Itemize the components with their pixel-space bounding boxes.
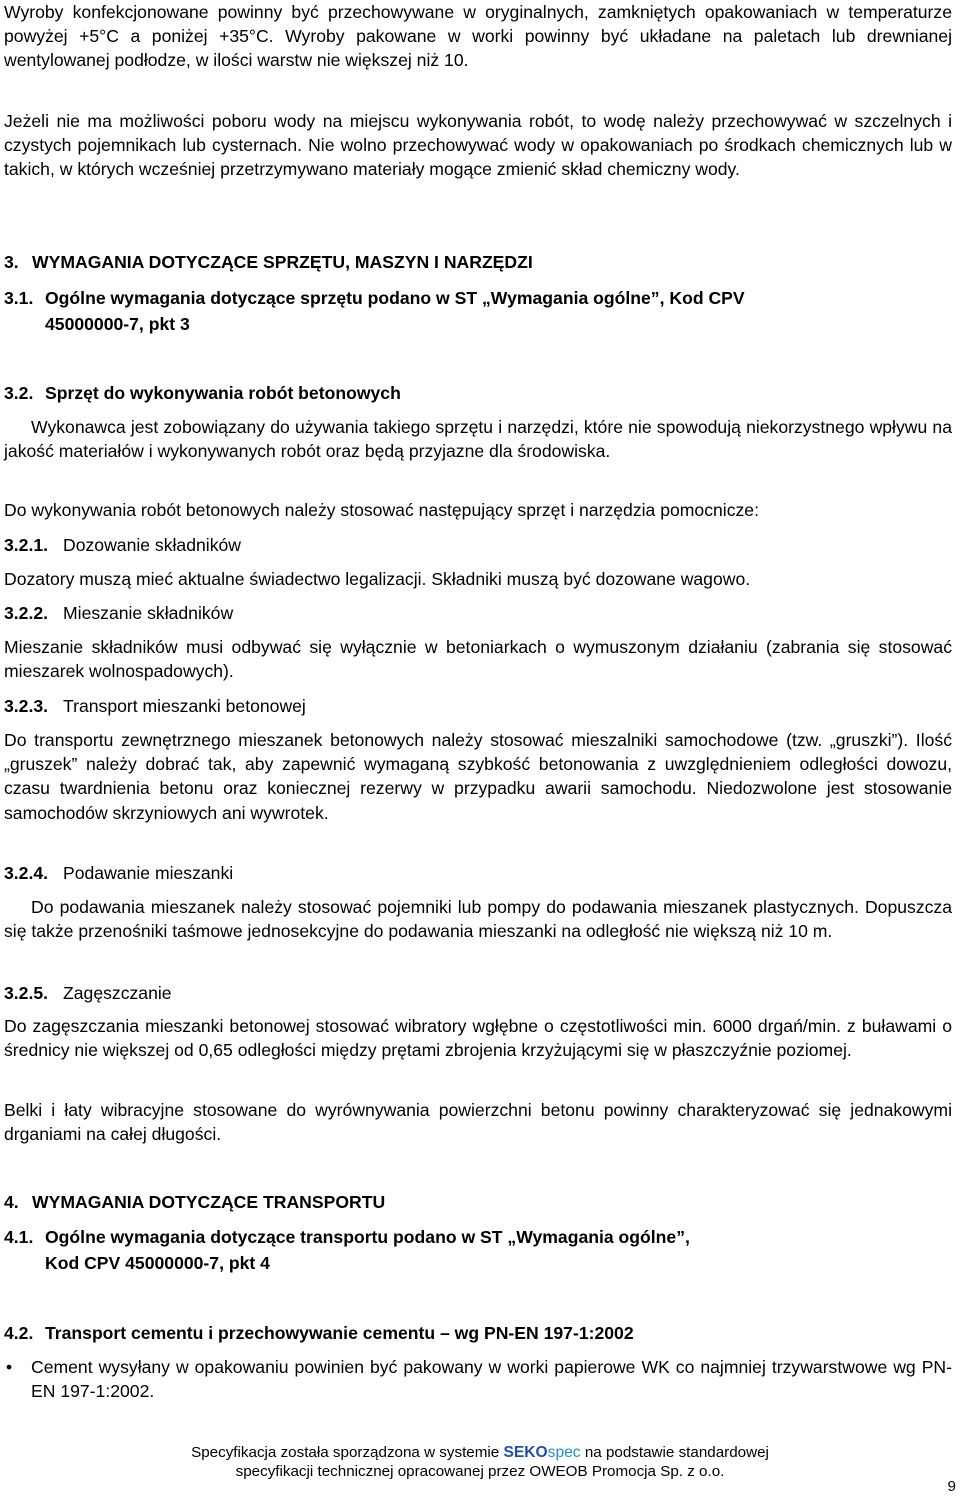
section-title: Sprzęt do wykonywania robót betonowych bbox=[45, 383, 401, 403]
paragraph-vibrating-beams: Belki i łaty wibracyjne stosowane do wyrównywania powierzchni betonu powinny charakteryzować się jednakowymi drganiami na całej długości. bbox=[4, 1100, 952, 1145]
section-title: WYMAGANIA DOTYCZĄCE SPRZĘTU, MASZYN I NARZĘDZI bbox=[32, 252, 533, 272]
paragraph-equipment-intro: Do wykonywania robót betonowych należy stosować następujący sprzęt i narzędzia pomocnicze: bbox=[4, 500, 759, 520]
footer-text: na podstawie standardowej bbox=[584, 1444, 769, 1461]
subsection-number: 3.2.2. bbox=[4, 603, 49, 623]
section-title-line1: Ogólne wymagania dotyczące sprzętu podano w ST „Wymagania ogólne”, Kod CPV bbox=[45, 288, 745, 308]
paragraph-compaction: Do zagęszczania mieszanki betonowej stosować wibratory wgłębne o częstotliwości min. 6000 drgań/min. z buławami o średnicy nie większej od 0,65 odległości między prętami zbrojenia krzyżującymi się w płaszczyźnie poziomej. bbox=[4, 1016, 952, 1061]
subsection-3-2-3-heading bbox=[4, 694, 306, 718]
section-3-2-heading bbox=[4, 381, 401, 405]
section-title-line1: Ogólne wymagania dotyczące transportu podano w ST „Wymagania ogólne”, bbox=[45, 1227, 690, 1247]
section-number: 4.2. bbox=[4, 1323, 34, 1343]
subsection-number: 3.2.1. bbox=[4, 535, 49, 555]
section-number: 4. bbox=[4, 1192, 19, 1212]
paragraph-dosing: Dozatory muszą mieć aktualne świadectwo legalizacji. Składniki muszą być dozowane wagowo. bbox=[4, 569, 751, 589]
sekospec-logo bbox=[503, 1444, 580, 1461]
bullet-icon: • bbox=[6, 1357, 13, 1377]
subsection-title: Dozowanie składników bbox=[63, 535, 241, 555]
section-3-1-heading-line2: 45000000-7, pkt 3 bbox=[45, 314, 190, 334]
section-number: 4.1. bbox=[4, 1227, 34, 1247]
section-number: 3. bbox=[4, 252, 19, 272]
section-3-1-heading bbox=[4, 286, 745, 310]
paragraph-contractor: Wykonawca jest zobowiązany do używania takiego sprzętu i narzędzi, które nie spowodują niekorzystnego wpływu na jakość materiałów i wykonywanych robót oraz będą przyjazne dla środowiska. bbox=[4, 417, 952, 462]
subsection-number: 3.2.4. bbox=[4, 863, 49, 883]
section-number: 3.2. bbox=[4, 383, 34, 403]
section-title: Transport cementu i przechowywanie cementu – wg PN-EN 197-1:2002 bbox=[45, 1323, 634, 1343]
paragraph-mixing: Mieszanie składników musi odbywać się wyłącznie w betoniarkach o wymuszonym działaniu (zabrania się stosować mieszarek wolnospadowych). bbox=[4, 637, 952, 682]
paragraph-water: Jeżeli nie ma możliwości poboru wody na miejscu wykonywania robót, to wodę należy przechowywać w szczelnych i czystych pojemnikach lub cysternach. Nie wolno przechowywać wody w opakowaniach po środkach chemicznych lub w takich, w których wcześniej przetrzymywano materiały mogące zmienić skład chemiczny wody. bbox=[4, 111, 952, 180]
section-title: WYMAGANIA DOTYCZĄCE TRANSPORTU bbox=[32, 1192, 386, 1212]
bullet-item-cement: Cement wysyłany w opakowaniu powinien być pakowany w worki papierowe WK co najmniej trzywarstwowe wg PN-EN 197-1:2002. bbox=[31, 1357, 952, 1402]
subsection-number: 3.2.5. bbox=[4, 983, 49, 1003]
paragraph-feeding: Do podawania mieszanek należy stosować pojemniki lub pompy do podawania mieszanek plastycznych. Dopuszcza się także przenośniki taśmowe jednosekcyjne do podawania mieszanki na odległość nie większą niż 10 m. bbox=[4, 897, 952, 942]
subsection-title: Mieszanie składników bbox=[63, 603, 234, 623]
subsection-3-2-4-heading bbox=[4, 861, 233, 885]
subsection-title: Podawanie mieszanki bbox=[63, 863, 234, 883]
section-4-1-heading bbox=[4, 1225, 690, 1249]
footer-line-1 bbox=[0, 1443, 960, 1462]
page-footer bbox=[0, 1443, 960, 1481]
logo-part-b: spec bbox=[547, 1444, 581, 1461]
subsection-3-2-2-heading bbox=[4, 601, 233, 625]
subsection-number: 3.2.3. bbox=[4, 696, 49, 716]
subsection-title: Zagęszczanie bbox=[63, 983, 172, 1003]
page-number: 9 bbox=[947, 1478, 956, 1495]
subsection-3-2-5-heading bbox=[4, 981, 172, 1005]
logo-part-a: SEKO bbox=[503, 1444, 548, 1461]
paragraph-transport: Do transportu zewnętrznego mieszanek betonowych należy stosować mieszalniki samochodowe (tzw. „gruszki”). Ilość „gruszek” należy dobrać tak, aby zapewnić wymaganą szybkość betonowania z uwzględnieniem odległości dowozu, czasu twardnienia betonu oraz koniecznej rezerwy w przypadku awarii samochodu. Niedozwolone jest stosowanie samochodów skrzyniowych ani wywrotek. bbox=[4, 730, 952, 823]
subsection-title: Transport mieszanki betonowej bbox=[63, 696, 306, 716]
paragraph-storage: Wyroby konfekcjonowane powinny być przechowywane w oryginalnych, zamkniętych opakowaniach w temperaturze powyżej +5°C a poniżej +35°C. Wyroby pakowane w worki powinny być układane na paletach lub drewnianej wentylowanej podłodze, w ilości warstw nie większej niż 10. bbox=[4, 2, 952, 71]
section-3-heading bbox=[4, 250, 533, 274]
section-4-heading bbox=[4, 1190, 385, 1214]
footer-text: Specyfikacja została sporządzona w systemie bbox=[191, 1444, 500, 1461]
section-4-2-heading bbox=[4, 1321, 634, 1345]
section-4-1-heading-line2: Kod CPV 45000000-7, pkt 4 bbox=[45, 1253, 270, 1273]
section-number: 3.1. bbox=[4, 288, 34, 308]
footer-line-2: specyfikacji technicznej opracowanej przez OWEOB Promocja Sp. z o.o. bbox=[235, 1463, 725, 1480]
subsection-3-2-1-heading bbox=[4, 533, 241, 557]
